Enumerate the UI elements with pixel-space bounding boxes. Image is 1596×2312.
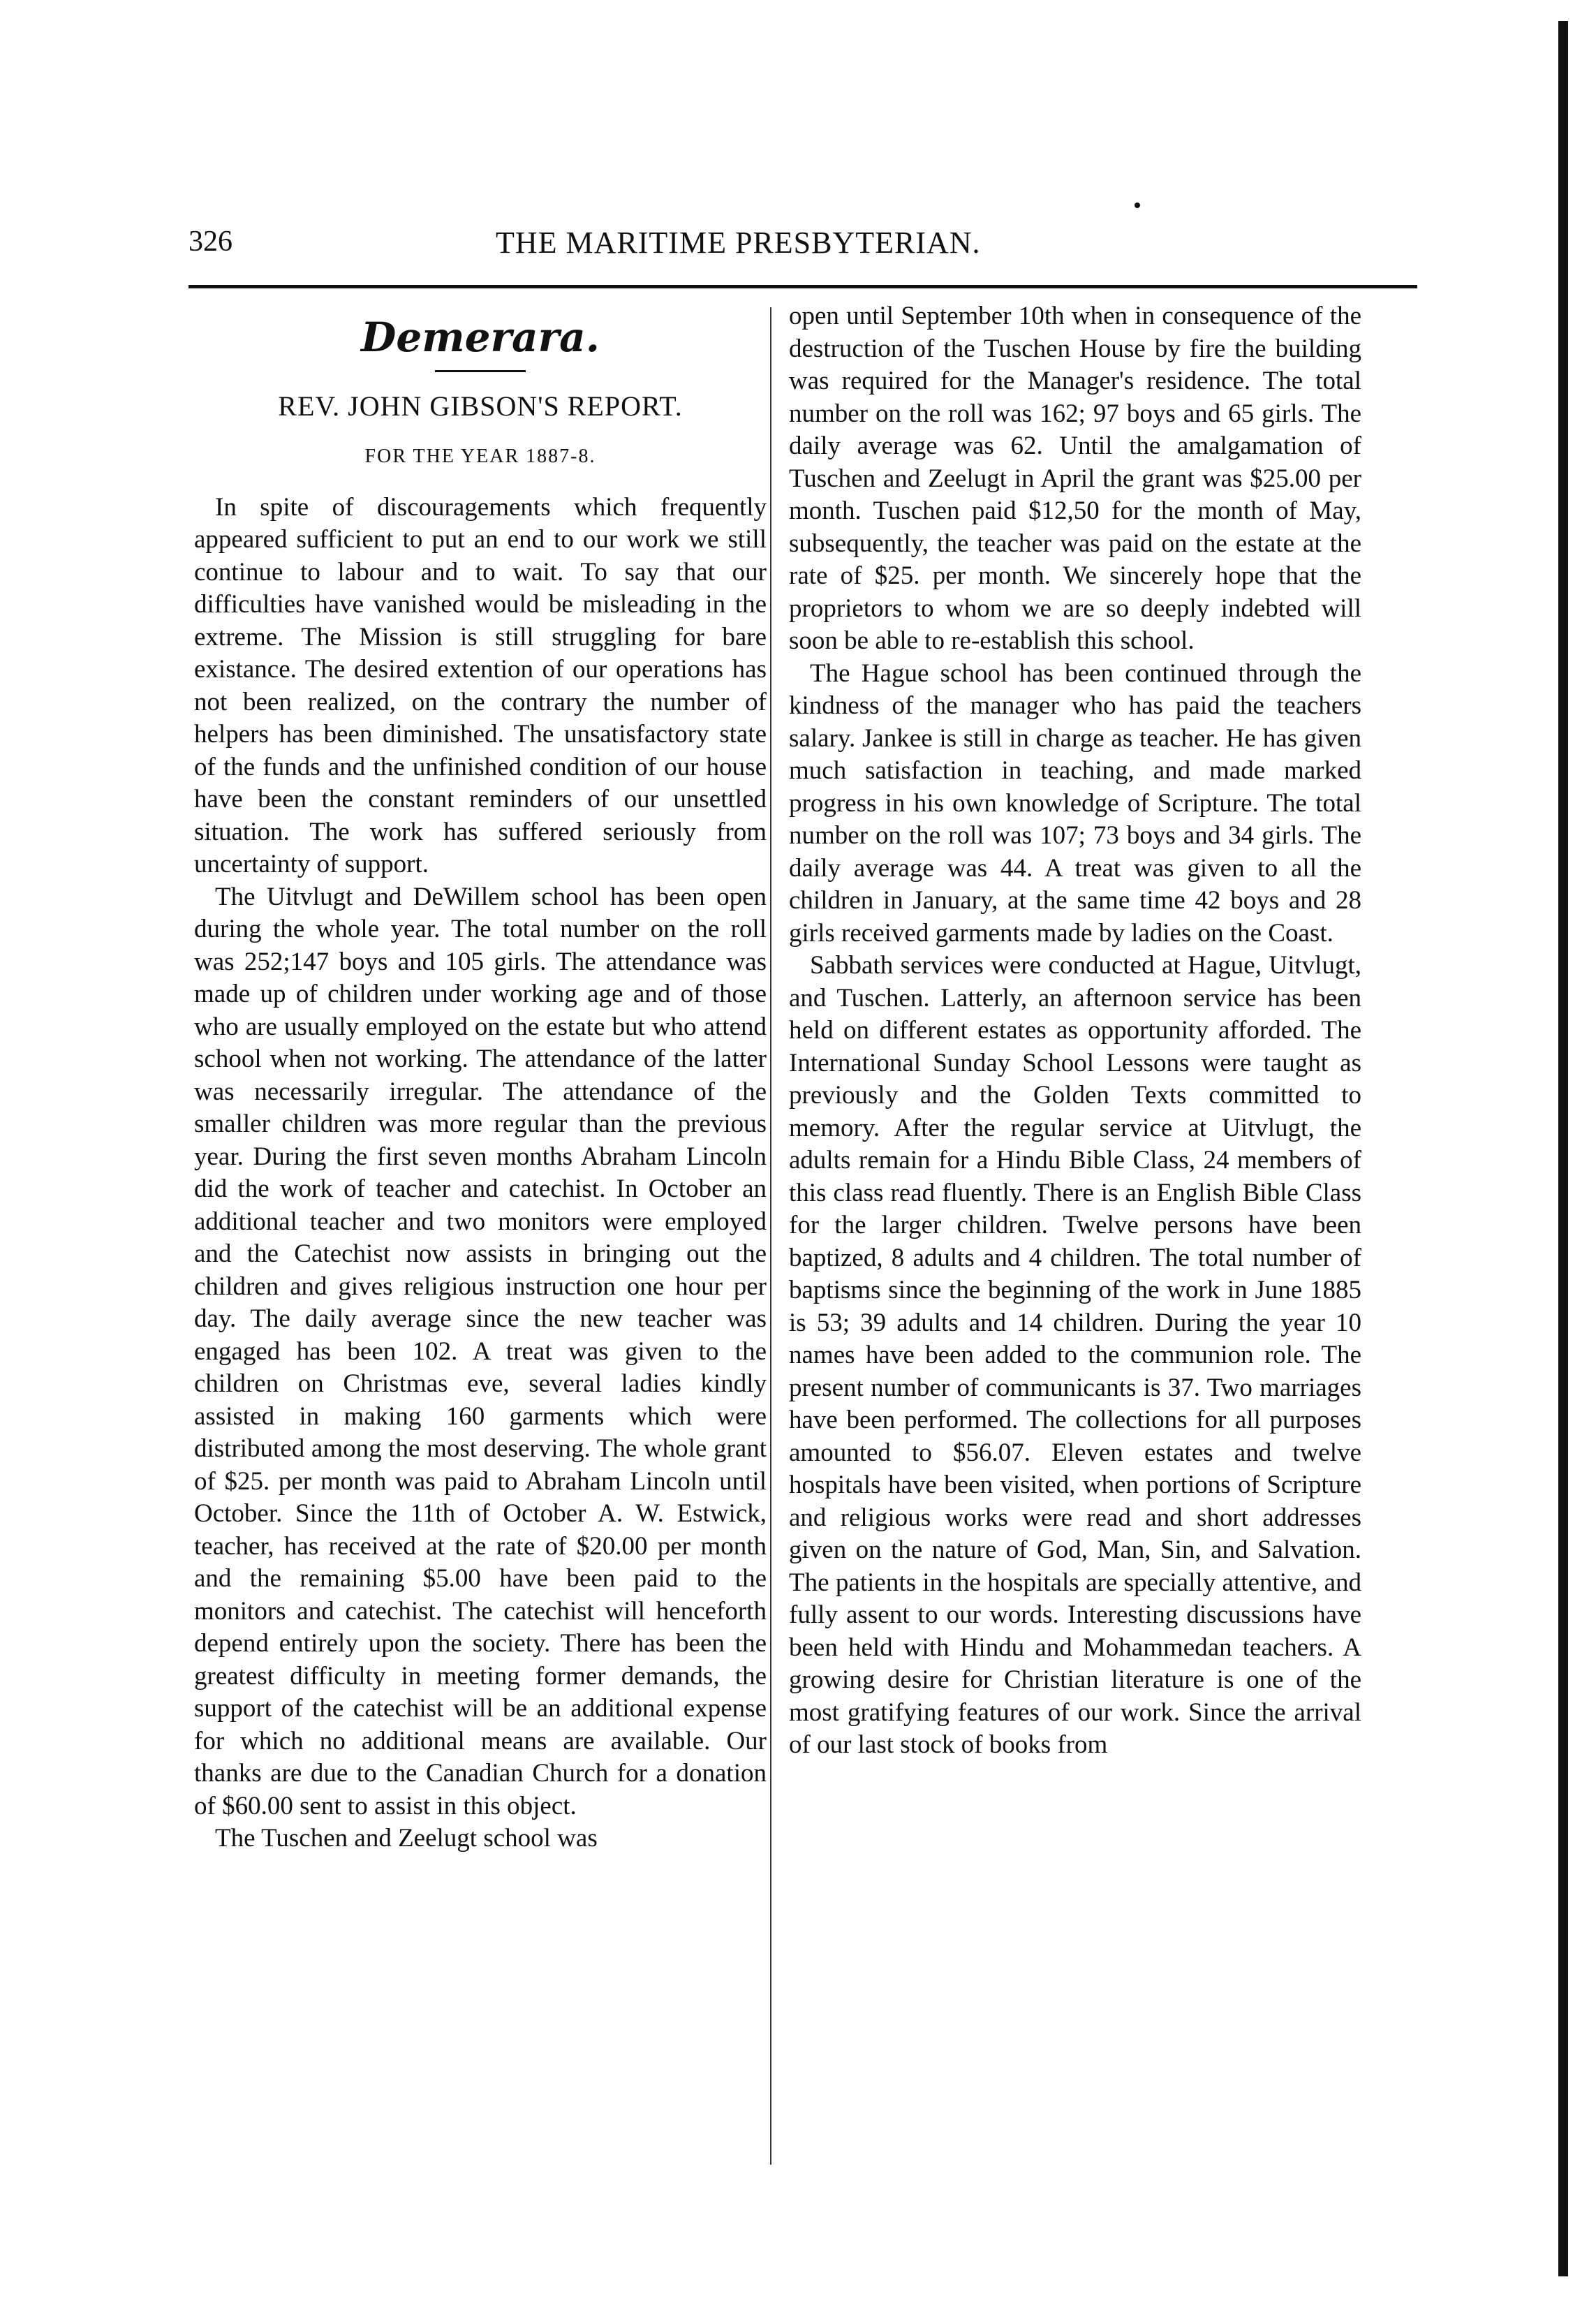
page-header xyxy=(189,225,1414,281)
page-edge-bar xyxy=(1558,21,1568,2276)
paragraph: The Tuschen and Zeelugt school was xyxy=(215,1824,598,1853)
paragraph: The Uitvlugt and DeWillem school has been open during the whole year. The total number on the roll was 252;147 boys and 105 girls. The attendance was made up of children under working age and of those who are usually employed on the estate but who attend school when not working. The attendance of the latter was necessarily irregular. The attendance of the smaller children was more regular than the previous year. During the first seven months Abraham Lincoln did the work of teacher and catechist. In October an additional teacher and two monitors were employed and the Catechist now assists in bringing out the children and gives religious instruction one hour per day. The daily average since the new teacher was engaged has been 102. A treat was given to the children on Christmas eve, several ladies kindly assisted in making 160 garments which were distributed among the most deserving. The whole grant of $25. per month was paid to Abraham Lincoln until October. Since the 11th of October A. W. Estwick, teacher, has received at the rate of $20.00 per month and the remaining $5.00 have been paid to the monitors and catechist. The catechist will henceforth depend entirely upon the society. There has been the greatest difficulty in meeting former demands, the support of the catechist will be an additional expense for which no additional means are available. Our thanks are due to the Canadian Church for a donation of $60.00 sent to assist in this object. xyxy=(194,882,767,1820)
column-rule xyxy=(770,307,771,2165)
paragraph: The Hague school has been continued through the kindness of the manager who has paid the teachers salary. Jankee is still in charge as teacher. He has given much satisfaction in teaching, and made marked progress in his own knowledge of Scripture. The total number on the roll was 107; 73 boys and 34 girls. The daily average was 44. A treat was given to all the children in January, at the same time 42 boys and 28 girls received garments made by ladies on the Coast. xyxy=(789,658,1361,948)
title-rule xyxy=(435,370,526,372)
section-title: Demerara. xyxy=(361,314,600,361)
ink-dot xyxy=(1135,203,1140,208)
paragraph: open until September 10th when in consequence of the destruction of the Tuschen House by fire the building was required for the Manager's residence. The total number on the roll was 162; 97 boys and 65 girls. The daily average was 62. Until the amalgamation of Tuschen and Zeelugt in April the grant was $25.00 per month. Tuschen paid $12,50 for the month of May, subsequently, the teacher was paid on the estate at the rate of $25. per month. We sincerely hope that the proprietors to whom we are so deeply indebted will soon be able to re-establish this school. xyxy=(789,302,1361,655)
right-column xyxy=(789,300,1361,2255)
running-title: THE MARITIME PRESBYTERIAN. xyxy=(496,226,981,260)
paragraph: Sabbath services were conducted at Hague, Uitvlugt, and Tuschen. Latterly, an afternoon service has been held on different estates as opportunity afforded. The International Sunday School Lessons were taught as previously and the Golden Texts committed to memory. After the regular service at Uitvlugt, the adults remain for a Hindu Bible Class, 24 members of this class read fluently. There is an English Bible Class for the larger children. Twelve persons have been baptized, 8 adults and 4 children. The total number of baptisms since the beginning of the work in June 1885 is 53; 39 adults and 14 children. During the year 10 names have been added to the communion role. The present number of communicants is 37. Two marriages have been performed. The collections for all purposes amounted to $56.07. Eleven estates and twelve hospitals have been visited, when portions of Scripture and religious works were read and short addresses given on the nature of God, Man, Sin, and Salvation. The patients in the hospitals are specially attentive, and fully assent to our words. Interesting discussions have been held with Hindu and Mohammedan teachers. A growing desire for Christian literature is one of the most gratifying features of our work. Since the arrival of our last stock of books from xyxy=(789,951,1361,1759)
header-rule xyxy=(189,285,1417,288)
left-column xyxy=(194,300,767,2255)
report-heading: REV. JOHN GIBSON'S REPORT. xyxy=(278,390,683,422)
year-line: FOR THE YEAR 1887-8. xyxy=(364,446,596,467)
paragraph: In spite of discouragements which frequently appeared sufficient to put an end to our work we still continue to labour and to wait. To say that our difficulties have vanished would be misleading in the extreme. The Mission is still struggling for bare existance. The desired extention of our operations has not been realized, on the contrary the number of helpers has been diminished. The unsatisfactory state of the funds and the unfinished condition of our house have been the constant reminders of our unsettled situation. The work has suffered seriously from uncertainty of support. xyxy=(194,492,767,878)
page-number: 326 xyxy=(189,226,232,258)
